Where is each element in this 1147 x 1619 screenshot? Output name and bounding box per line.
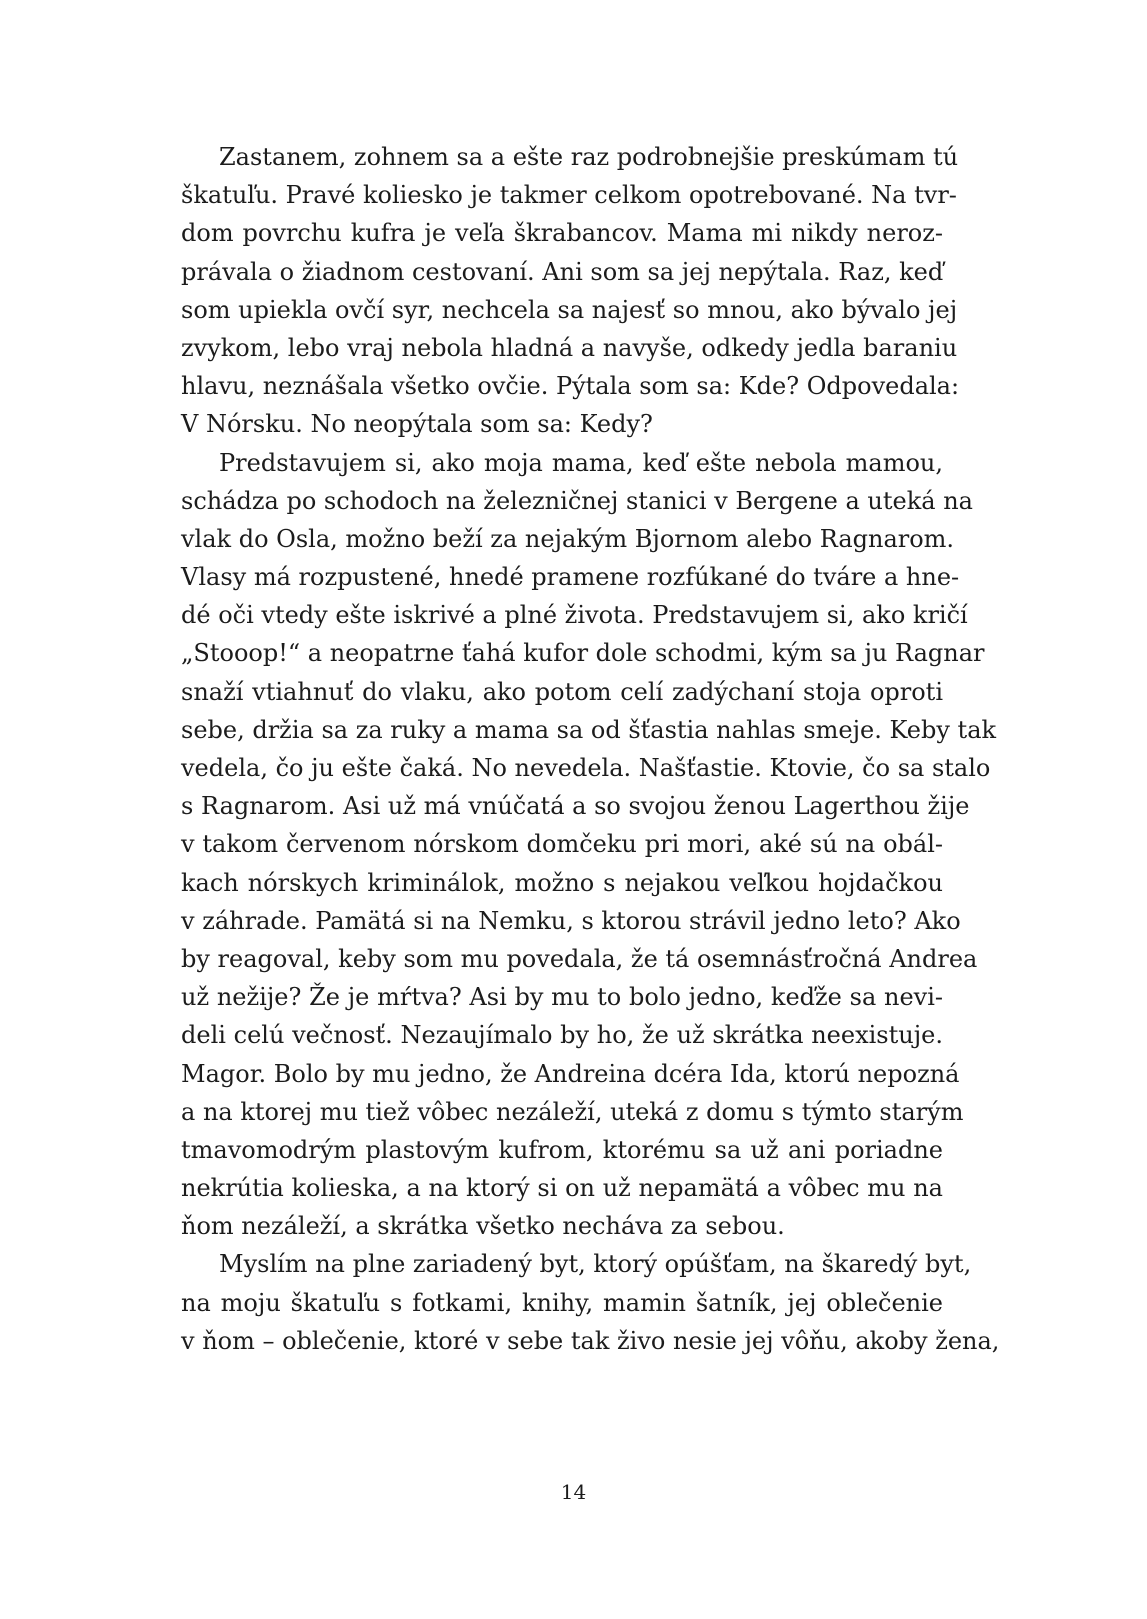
text-line: schádza po schodoch na železničnej stanici v Bergene a uteká na — [181, 486, 973, 515]
text-line: škatuľu. Pravé koliesko je takmer celkom opotrebované. Na tvr- — [181, 181, 957, 210]
text-line: na moju škatuľu s fotkami, knihy, mamin šatník, jej oblečenie — [181, 1288, 943, 1317]
text-line: právala o žiadnom cestovaní. Ani som sa jej nepýtala. Raz, keď — [181, 257, 944, 286]
text-line: kach nórskych kriminálok, možno s nejakou veľkou hojdačkou — [181, 868, 943, 897]
text-line: som upiekla ovčí syr, nechcela sa najesť so mnou, ako bývalo jej — [181, 295, 958, 324]
text-line: a na ktorej mu tiež vôbec nezáleží, uteká z domu s týmto starým — [181, 1097, 964, 1126]
text-line: v takom červenom nórskom domčeku pri mori, aké sú na obál- — [181, 830, 943, 859]
text-line: dom povrchu kufra je veľa škrabancov. Mama mi nikdy neroz- — [181, 219, 943, 248]
text-line: V Nórsku. No neopýtala som sa: Kedy? — [181, 410, 653, 439]
paragraph — [181, 444, 997, 1246]
text-line: vlak do Osla, možno beží za nejakým Bjornom alebo Ragnarom. — [181, 524, 955, 553]
text-line: zvykom, lebo vraj nebola hladná a navyše, odkedy jedla baraniu — [181, 333, 958, 362]
text-line: sebe, držia sa za ruky a mama sa od šťastia nahlas smeje. Keby tak — [181, 715, 997, 744]
text-line: ňom nezáleží, a skrátka všetko necháva za sebou. — [181, 1212, 785, 1241]
text-line: Myslím na plne zariadený byt, ktorý opúšťam, na škaredý byt, — [219, 1250, 972, 1279]
body-text — [181, 138, 1000, 1360]
text-line: v ňom – oblečenie, ktoré v sebe tak živo nesie jej vôňu, akoby žena, — [181, 1326, 1000, 1355]
text-line: „Stooop!“ a neopatrne ťahá kufor dole schodmi, kým sa ju Ragnar — [181, 639, 985, 668]
text-line: Zastanem, zohnem sa a ešte raz podrobnejšie preskúmam tú — [219, 143, 959, 171]
text-line: už nežije? Že je mŕtva? Asi by mu to bolo jedno, keďže sa nevi- — [181, 983, 943, 1012]
text-line: tmavomodrým plastovým kufrom, ktorému sa už ani poriadne — [181, 1135, 943, 1164]
text-line: nekrútia kolieska, a na ktorý si on už nepamätá a vôbec mu na — [181, 1174, 943, 1203]
text-line: snaží vtiahnuť do vlaku, ako potom celí zadýchaní stoja oproti — [181, 677, 943, 706]
paragraph — [181, 138, 960, 444]
text-line: deli celú večnosť. Nezaujímalo by ho, že už skrátka neexistuje. — [181, 1021, 943, 1050]
text-line: Vlasy má rozpustené, hnedé pramene rozfúkané do tváre a hne- — [181, 563, 960, 592]
text-line: by reagoval, keby som mu povedala, že tá osemnásťročná Andrea — [181, 944, 978, 973]
text-line: s Ragnarom. Asi už má vnúčatá a so svojou ženou Lagerthou žije — [181, 792, 970, 821]
text-line: Predstavujem si, ako moja mama, keď ešte nebola mamou, — [219, 448, 943, 477]
text-line: Magor. Bolo by mu jedno, že Andreina dcéra Ida, ktorú nepozná — [181, 1059, 960, 1088]
text-line: vedela, čo ju ešte čaká. No nevedela. Našťastie. Ktovie, čo sa stalo — [181, 754, 991, 782]
text-line: hlavu, neznášala všetko ovčie. Pýtala som sa: Kde? Odpovedala: — [181, 372, 960, 401]
text-line: dé oči vtedy ešte iskrivé a plné života. Predstavujem si, ako kričí — [181, 601, 968, 630]
page-number: 14 — [560, 1480, 587, 1504]
paragraph — [181, 1245, 1000, 1360]
text-line: v záhrade. Pamätá si na Nemku, s ktorou strávil jedno leto? Ako — [181, 906, 961, 935]
